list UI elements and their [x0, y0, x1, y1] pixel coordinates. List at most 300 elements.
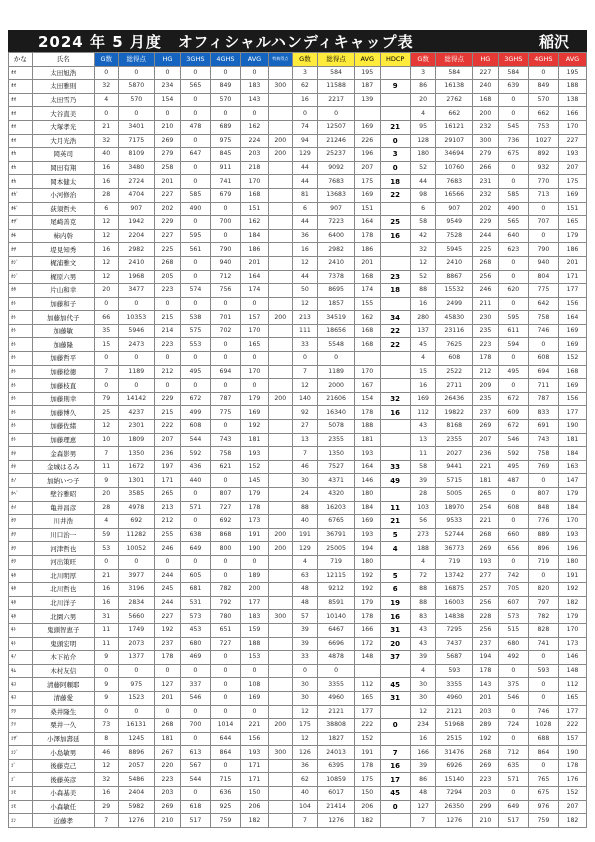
value-cell: 727: [210, 637, 240, 651]
value-cell: 240: [473, 80, 499, 94]
value-cell: 177: [354, 705, 380, 719]
value-cell: 186: [354, 243, 380, 257]
value-cell: 255: [155, 528, 181, 542]
hdcp-cell: 31: [380, 623, 410, 637]
table-row: [9, 460, 587, 474]
value-cell: 0: [94, 352, 118, 366]
value-cell: 196: [558, 542, 586, 556]
value-cell: 200: [268, 311, 292, 325]
name-cell: 亀井昌彦: [32, 501, 94, 515]
value-cell: 88: [410, 284, 436, 298]
value-cell: 194: [473, 651, 499, 665]
name-cell: 小島敏男: [32, 746, 94, 760]
value-cell: 200: [268, 719, 292, 733]
value-cell: 889: [528, 528, 558, 542]
value-cell: 86: [410, 80, 436, 94]
value-cell: 807: [528, 488, 558, 502]
name-cell: 太田雪乃: [32, 93, 94, 107]
value-cell: 765: [528, 773, 558, 787]
value-cell: 0: [292, 107, 318, 121]
value-cell: 178: [241, 501, 269, 515]
hdcp-cell: [380, 66, 410, 80]
value-cell: [268, 447, 292, 461]
value-cell: 0: [498, 107, 528, 121]
value-cell: [268, 678, 292, 692]
value-cell: 0: [180, 107, 210, 121]
value-cell: 478: [180, 120, 210, 134]
value-cell: 2121: [318, 705, 355, 719]
kana-cell: ｵｵ: [9, 66, 33, 80]
value-cell: 201: [558, 256, 586, 270]
value-cell: 8896: [118, 746, 155, 760]
name-cell: 加藤理恵: [32, 433, 94, 447]
value-cell: 232: [473, 120, 499, 134]
value-cell: 138: [558, 93, 586, 107]
value-cell: 6395: [318, 759, 355, 773]
value-cell: 6467: [318, 623, 355, 637]
value-cell: 1245: [118, 732, 155, 746]
value-cell: 178: [354, 759, 380, 773]
value-cell: 14142: [118, 392, 155, 406]
kana-cell: ｶﾀ: [9, 284, 33, 298]
hdcp-cell: 5: [380, 569, 410, 583]
value-cell: 0: [180, 488, 210, 502]
value-cell: 184: [354, 501, 380, 515]
value-cell: 40: [292, 515, 318, 529]
value-cell: 215: [155, 311, 181, 325]
hdcp-cell: [380, 297, 410, 311]
value-cell: 5715: [436, 474, 473, 488]
value-cell: 911: [210, 161, 240, 175]
table-row: [9, 691, 587, 705]
value-cell: 492: [498, 651, 528, 665]
value-cell: 4: [292, 555, 318, 569]
value-cell: 790: [528, 243, 558, 257]
value-cell: 719: [528, 555, 558, 569]
value-cell: 4: [410, 664, 436, 678]
table-row: [9, 175, 587, 189]
value-cell: 207: [473, 433, 499, 447]
value-cell: [268, 229, 292, 243]
value-cell: 157: [558, 732, 586, 746]
value-cell: [268, 637, 292, 651]
table-row: [9, 746, 587, 760]
value-cell: 12: [94, 420, 118, 434]
name-cell: 近藤孝: [32, 814, 94, 828]
table-row: [9, 352, 587, 366]
value-cell: 192: [155, 623, 181, 637]
value-cell: 608: [436, 352, 473, 366]
value-cell: 66: [94, 311, 118, 325]
value-cell: 256: [473, 596, 499, 610]
value-cell: 6: [94, 202, 118, 216]
value-cell: 33: [292, 338, 318, 352]
value-cell: 0: [118, 352, 155, 366]
value-cell: 0: [94, 555, 118, 569]
value-cell: 190: [241, 542, 269, 556]
value-cell: 222: [155, 420, 181, 434]
value-cell: 268: [473, 528, 499, 542]
value-cell: 544: [180, 773, 210, 787]
value-cell: 647: [180, 148, 210, 162]
value-cell: 229: [155, 392, 181, 406]
value-cell: 221: [241, 719, 269, 733]
kana-cell: ｶﾄ: [9, 297, 33, 311]
value-cell: 24013: [318, 746, 355, 760]
value-cell: 200: [268, 392, 292, 406]
value-cell: [268, 406, 292, 420]
table-row: [9, 623, 587, 637]
hdcp-cell: 16: [380, 610, 410, 624]
hdcp-cell: 19: [380, 596, 410, 610]
value-cell: 188: [558, 80, 586, 94]
value-cell: 225: [155, 243, 181, 257]
value-cell: 265: [155, 488, 181, 502]
value-cell: 169: [354, 188, 380, 202]
value-cell: 561: [180, 243, 210, 257]
value-cell: 42: [410, 229, 436, 243]
value-cell: 571: [180, 501, 210, 515]
name-cell: 太田旭浩: [32, 66, 94, 80]
value-cell: 10353: [118, 311, 155, 325]
hdcp-cell: 7: [380, 746, 410, 760]
value-cell: 2355: [318, 433, 355, 447]
value-cell: 222: [354, 719, 380, 733]
value-cell: 21606: [318, 392, 355, 406]
value-cell: 193: [354, 528, 380, 542]
value-cell: 0: [528, 691, 558, 705]
center-name: 稲沢: [538, 32, 569, 51]
value-cell: 165: [354, 691, 380, 705]
value-cell: 168: [241, 188, 269, 202]
value-cell: [268, 759, 292, 773]
table-row: [9, 447, 587, 461]
value-cell: 0: [241, 352, 269, 366]
value-cell: 575: [180, 324, 210, 338]
value-cell: 0: [155, 297, 181, 311]
value-cell: 211: [473, 297, 499, 311]
value-cell: 222: [558, 719, 586, 733]
hdcp-cell: 20: [380, 637, 410, 651]
value-cell: 45830: [436, 311, 473, 325]
table-row: [9, 365, 587, 379]
value-cell: 43: [410, 420, 436, 434]
value-cell: 727: [210, 501, 240, 515]
value-cell: 12: [94, 759, 118, 773]
value-cell: 237: [155, 637, 181, 651]
value-cell: [268, 569, 292, 583]
value-cell: 36: [292, 229, 318, 243]
name-cell: 河出策旺: [32, 555, 94, 569]
value-cell: 759: [210, 814, 240, 828]
value-cell: 21: [94, 120, 118, 134]
value-cell: 13: [410, 433, 436, 447]
value-cell: 3: [410, 66, 436, 80]
value-cell: 0: [210, 229, 240, 243]
value-cell: 165: [558, 691, 586, 705]
value-cell: 12: [94, 256, 118, 270]
kana-cell: ｶﾜ: [9, 542, 33, 556]
value-cell: 544: [180, 433, 210, 447]
value-cell: 167: [354, 379, 380, 393]
name-cell: 加藤佐緒: [32, 420, 94, 434]
value-cell: 16566: [436, 188, 473, 202]
value-cell: 692: [210, 515, 240, 529]
value-cell: 98: [410, 188, 436, 202]
value-cell: 3480: [118, 161, 155, 175]
value-cell: 5548: [318, 338, 355, 352]
kana-cell: ｵｶ: [9, 161, 33, 175]
value-cell: 0: [180, 134, 210, 148]
table-row: [9, 474, 587, 488]
value-cell: 7683: [436, 175, 473, 189]
hdcp-cell: 0: [380, 161, 410, 175]
value-cell: 531: [180, 596, 210, 610]
name-cell: 太田雅則: [32, 80, 94, 94]
value-cell: 10859: [318, 773, 355, 787]
value-cell: 165: [241, 338, 269, 352]
value-cell: 1276: [118, 814, 155, 828]
name-cell: 小森基美: [32, 787, 94, 801]
value-cell: 3477: [118, 284, 155, 298]
value-cell: 62: [292, 773, 318, 787]
value-cell: 237: [473, 406, 499, 420]
value-cell: 173: [241, 515, 269, 529]
value-cell: 8591: [318, 596, 355, 610]
value-cell: 213: [155, 501, 181, 515]
value-cell: 0: [94, 297, 118, 311]
value-cell: 174: [354, 284, 380, 298]
value-cell: 0: [180, 732, 210, 746]
value-cell: 0: [180, 705, 210, 719]
name-cell: 岡田有翔: [32, 161, 94, 175]
value-cell: 52: [410, 270, 436, 284]
value-cell: 44: [292, 270, 318, 284]
value-cell: 692: [118, 515, 155, 529]
value-cell: 660: [498, 528, 528, 542]
value-cell: 212: [155, 515, 181, 529]
value-cell: 15532: [436, 284, 473, 298]
value-cell: 5982: [118, 800, 155, 814]
hdcp-cell: 49: [380, 474, 410, 488]
value-cell: 0: [180, 515, 210, 529]
value-cell: 223: [155, 284, 181, 298]
value-cell: 585: [180, 188, 210, 202]
value-cell: 7175: [118, 134, 155, 148]
value-cell: 170: [354, 365, 380, 379]
name-cell: 木村友信: [32, 664, 94, 678]
kana-cell: ｺｻﾞ: [9, 732, 33, 746]
value-cell: 150: [241, 787, 269, 801]
value-cell: [268, 120, 292, 134]
value-cell: 0: [528, 759, 558, 773]
hdcp-cell: [380, 555, 410, 569]
value-cell: [268, 365, 292, 379]
value-cell: 11: [410, 447, 436, 461]
value-cell: 94: [292, 134, 318, 148]
value-cell: 0: [210, 107, 240, 121]
value-cell: 440: [180, 474, 210, 488]
value-cell: 181: [558, 433, 586, 447]
value-cell: 0: [210, 66, 240, 80]
value-cell: 584: [498, 66, 528, 80]
value-cell: 148: [558, 664, 586, 678]
value-cell: 92: [292, 406, 318, 420]
value-cell: 9: [94, 691, 118, 705]
hdcp-cell: [380, 93, 410, 107]
handicap-table: [8, 52, 587, 828]
value-cell: 1027: [528, 134, 558, 148]
value-cell: 0: [180, 270, 210, 284]
hdcp-cell: 45: [380, 787, 410, 801]
value-cell: 9: [94, 474, 118, 488]
value-cell: 179: [241, 488, 269, 502]
value-cell: 220: [155, 759, 181, 773]
value-cell: 179: [558, 229, 586, 243]
value-cell: 6765: [318, 515, 355, 529]
hdcp-cell: 0: [380, 800, 410, 814]
value-cell: 166: [558, 107, 586, 121]
value-cell: 32: [94, 80, 118, 94]
value-cell: 227: [473, 66, 499, 80]
value-cell: 2410: [118, 256, 155, 270]
value-cell: 7437: [436, 637, 473, 651]
value-cell: [268, 297, 292, 311]
kana-cell: ｷﾀ: [9, 569, 33, 583]
table-row: [9, 542, 587, 556]
value-cell: 150: [354, 787, 380, 801]
value-cell: 9092: [318, 161, 355, 175]
value-cell: 193: [241, 447, 269, 461]
value-cell: 180: [410, 148, 436, 162]
value-cell: 143: [473, 678, 499, 692]
value-cell: 236: [155, 447, 181, 461]
value-cell: 0: [498, 270, 528, 284]
value-cell: 154: [354, 392, 380, 406]
col-g2: G数: [292, 53, 318, 67]
value-cell: 154: [155, 93, 181, 107]
value-cell: 4: [410, 555, 436, 569]
value-cell: 245: [155, 583, 181, 597]
value-cell: 103: [410, 501, 436, 515]
name-cell: 荻須哲夫: [32, 202, 94, 216]
table-row: [9, 188, 587, 202]
kana-cell: ｵｷﾞ: [9, 202, 33, 216]
value-cell: 181: [155, 732, 181, 746]
value-cell: 145: [241, 474, 269, 488]
table-row: [9, 202, 587, 216]
kana-cell: ｵｵ: [9, 80, 33, 94]
value-cell: 224: [241, 134, 269, 148]
value-cell: 0: [498, 664, 528, 678]
value-cell: 186: [241, 243, 269, 257]
value-cell: 7: [292, 814, 318, 828]
value-cell: [354, 664, 380, 678]
name-cell: 後藤英彦: [32, 773, 94, 787]
value-cell: 195: [558, 66, 586, 80]
value-cell: 892: [528, 148, 558, 162]
value-cell: 7625: [436, 338, 473, 352]
value-cell: 7528: [436, 229, 473, 243]
value-cell: 713: [528, 188, 558, 202]
value-cell: 2301: [118, 420, 155, 434]
value-cell: 300: [473, 134, 499, 148]
value-cell: 3196: [118, 583, 155, 597]
value-cell: 689: [210, 120, 240, 134]
value-cell: [268, 338, 292, 352]
value-cell: 3585: [118, 488, 155, 502]
value-cell: 24: [292, 488, 318, 502]
value-cell: 7223: [318, 216, 355, 230]
table-row: [9, 161, 587, 175]
name-cell: 北園六男: [32, 610, 94, 624]
value-cell: 515: [498, 623, 528, 637]
value-cell: 0: [210, 338, 240, 352]
value-cell: [268, 433, 292, 447]
value-cell: 517: [498, 814, 528, 828]
value-cell: 268: [473, 256, 499, 270]
value-cell: 12: [292, 256, 318, 270]
value-cell: 0: [241, 297, 269, 311]
value-cell: 31: [94, 610, 118, 624]
value-cell: 21: [94, 569, 118, 583]
value-cell: 0: [210, 297, 240, 311]
value-cell: 129: [292, 542, 318, 556]
value-cell: 12115: [318, 569, 355, 583]
value-cell: 30: [292, 691, 318, 705]
value-cell: 229: [155, 216, 181, 230]
value-cell: 585: [498, 188, 528, 202]
value-cell: 39: [292, 623, 318, 637]
value-cell: 229: [473, 216, 499, 230]
value-cell: [268, 284, 292, 298]
name-cell: 鬼頭宏明: [32, 637, 94, 651]
value-cell: 642: [528, 297, 558, 311]
value-cell: 7: [94, 447, 118, 461]
hdcp-cell: 22: [380, 188, 410, 202]
value-cell: 192: [354, 583, 380, 597]
handicap-sheet: [8, 0, 587, 828]
kana-cell: ｶﾜ: [9, 555, 33, 569]
value-cell: 13: [292, 433, 318, 447]
hdcp-cell: 34: [380, 311, 410, 325]
value-cell: 193: [473, 555, 499, 569]
value-cell: 611: [498, 324, 528, 338]
value-cell: 0: [210, 705, 240, 719]
value-cell: 0: [180, 352, 210, 366]
value-cell: 0: [241, 664, 269, 678]
hdcp-cell: [380, 488, 410, 502]
table-row: [9, 134, 587, 148]
value-cell: 618: [180, 800, 210, 814]
value-cell: 127: [410, 800, 436, 814]
value-cell: [268, 691, 292, 705]
value-cell: 776: [528, 515, 558, 529]
value-cell: 30: [292, 474, 318, 488]
kana-cell: ｸﾜ: [9, 705, 33, 719]
value-cell: 0: [210, 202, 240, 216]
value-cell: 178: [354, 610, 380, 624]
table-row: [9, 297, 587, 311]
col-hdcp: HDCP: [380, 53, 410, 67]
value-cell: 180: [354, 488, 380, 502]
value-cell: 178: [354, 406, 380, 420]
kana-cell: ｶﾄ: [9, 324, 33, 338]
value-cell: 207: [354, 161, 380, 175]
name-cell: 大塚孝光: [32, 120, 94, 134]
value-cell: [268, 474, 292, 488]
table-row: [9, 379, 587, 393]
